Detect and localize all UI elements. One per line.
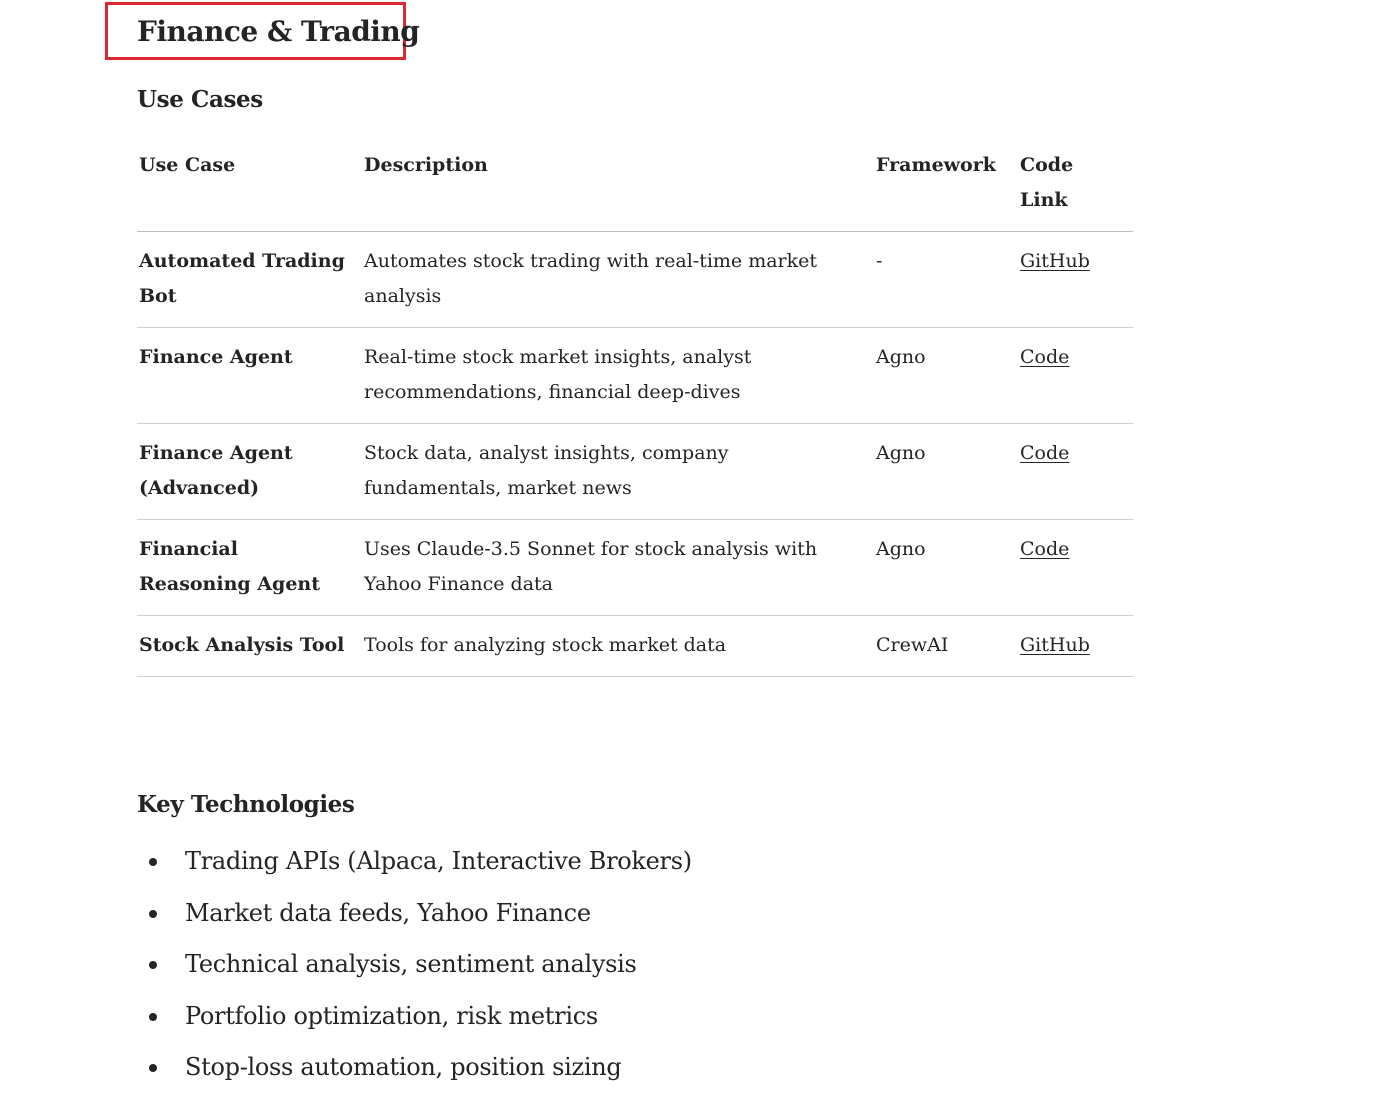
table-row — [137, 424, 1133, 520]
github-link[interactable]: GitHub — [1020, 250, 1090, 272]
github-link[interactable]: GitHub — [1020, 634, 1090, 656]
use-case-framework: Agno — [874, 424, 1018, 520]
section-title: Finance & Trading — [137, 15, 420, 48]
use-case-link-cell — [1018, 328, 1133, 424]
list-item-text: Trading APIs (Alpaca, Interactive Brokers) — [185, 847, 692, 875]
use-case-description: Automates stock trading with real-time market analysis — [362, 232, 874, 328]
column-header-use-case: Use Case — [137, 140, 362, 232]
use-case-description: Uses Claude-3.5 Sonnet for stock analysis with Yahoo Finance data — [362, 520, 874, 616]
use-case-link-cell — [1018, 616, 1133, 677]
code-link[interactable]: Code — [1020, 346, 1070, 368]
column-header-code-link: Code Link — [1018, 140, 1133, 232]
key-technologies-heading: Key Technologies — [137, 791, 355, 818]
list-item — [137, 836, 692, 888]
table-row — [137, 520, 1133, 616]
use-case-framework: - — [874, 232, 1018, 328]
list-item — [137, 939, 692, 991]
use-case-name: Stock Analysis Tool — [137, 616, 362, 677]
bullet-icon — [149, 1013, 157, 1021]
use-cases-table — [137, 140, 1133, 677]
use-case-link-cell — [1018, 520, 1133, 616]
use-cases-heading: Use Cases — [137, 86, 263, 113]
use-case-description: Stock data, analyst insights, company fundamentals, market news — [362, 424, 874, 520]
list-item — [137, 1042, 692, 1094]
column-header-description: Description — [362, 140, 874, 232]
table-row — [137, 616, 1133, 677]
use-case-framework: Agno — [874, 520, 1018, 616]
list-item-text: Technical analysis, sentiment analysis — [185, 950, 637, 978]
list-item-text: Portfolio optimization, risk metrics — [185, 1001, 598, 1030]
bullet-icon — [149, 1064, 157, 1072]
key-technologies-list — [137, 836, 692, 1094]
use-case-name: Finance Agent — [137, 328, 362, 424]
bullet-icon — [149, 858, 157, 866]
list-item-text: Market data feeds, Yahoo Finance — [185, 898, 591, 927]
use-case-name: Financial Reasoning Agent — [137, 520, 362, 616]
use-case-framework: Agno — [874, 328, 1018, 424]
code-link[interactable]: Code — [1020, 442, 1070, 464]
use-case-framework: CrewAI — [874, 616, 1018, 677]
column-header-framework: Framework — [874, 140, 1018, 232]
table-row — [137, 328, 1133, 424]
table-row — [137, 232, 1133, 328]
bullet-icon — [149, 961, 157, 969]
list-item — [137, 888, 692, 940]
use-case-name: Finance Agent (Advanced) — [137, 424, 362, 520]
list-item — [137, 991, 692, 1043]
use-case-link-cell — [1018, 232, 1133, 328]
use-case-description: Tools for analyzing stock market data — [362, 616, 874, 677]
bullet-icon — [149, 910, 157, 918]
use-case-name: Automated Trading Bot — [137, 232, 362, 328]
table-header-row — [137, 140, 1133, 232]
code-link[interactable]: Code — [1020, 538, 1070, 560]
list-item-text: Stop-loss automation, position sizing — [185, 1053, 622, 1081]
use-case-description: Real-time stock market insights, analyst recommendations, financial deep-dives — [362, 328, 874, 424]
use-case-link-cell — [1018, 424, 1133, 520]
